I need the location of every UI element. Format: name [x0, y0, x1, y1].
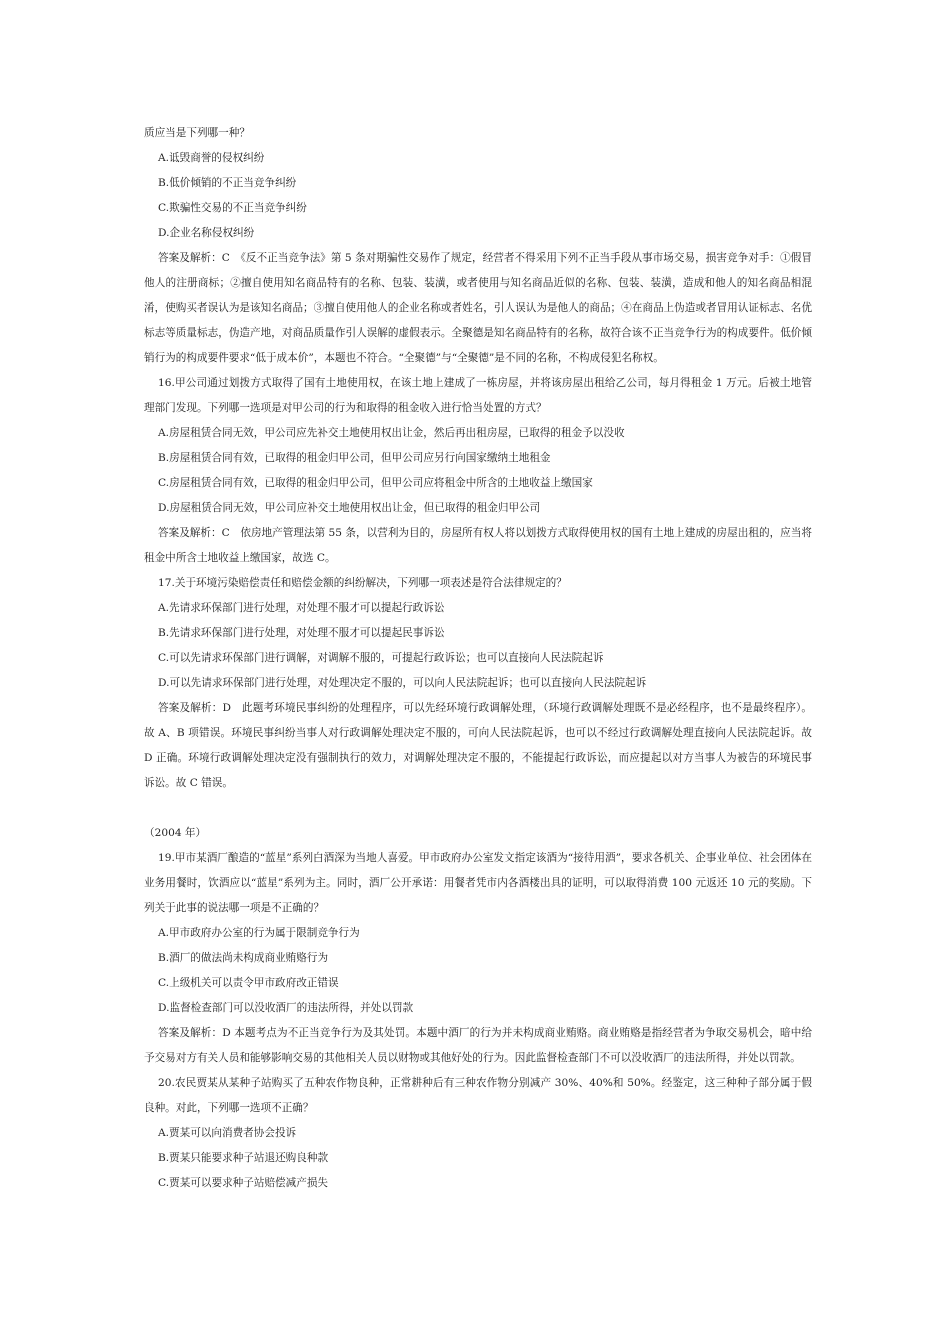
- answer-option: A.贾某可以向消费者协会投诉: [158, 1127, 297, 1139]
- answer-option: A.甲市政府办公室的行为属于限制竞争行为: [158, 927, 360, 939]
- text-line: 质应当是下列哪一种？: [144, 127, 250, 139]
- answer-option: A.房屋租赁合同无效，甲公司应先补交土地使用权出让金，然后再出租房屋，已取得的租金予以没收: [158, 427, 625, 439]
- answer-option: C.上级机关可以责令甲市政府改正错误: [158, 977, 339, 989]
- paragraph: 17.关于环境污染赔偿责任和赔偿金额的纠纷解决，下列哪一项表述是符合法律规定的？: [158, 577, 567, 589]
- answer-option: A.诋毁商誉的侵权纠纷: [158, 152, 265, 164]
- answer-option: B.酒厂的做法尚未构成商业贿赂行为: [158, 952, 329, 964]
- paragraph: 20.农民贾某从某种子站购买了五种农作物良种，正常耕种后有三种农作物分别减产 30%、40%和 50%。经鉴定，这三种种子部分属于假良种。对此，下列哪一选项不正确？: [144, 1077, 812, 1114]
- answer-option: D.可以先请求环保部门进行处理，对处理决定不服的，可以向人民法院起诉；也可以直接向人民法院起诉: [158, 677, 647, 689]
- answer-option: B.房屋租赁合同有效，已取得的租金归甲公司，但甲公司应另行向国家缴纳土地租金: [158, 452, 551, 464]
- answer-option: B.贾某只能要求种子站退还购良种款: [158, 1152, 329, 1164]
- text-line: （2004 年）: [144, 827, 207, 839]
- answer-option: C.房屋租赁合同有效，已取得的租金归甲公司，但甲公司应将租金中所含的土地收益上缴国家: [158, 477, 593, 489]
- answer-option: D.监督检查部门可以没收酒厂的违法所得，并处以罚款: [158, 1002, 414, 1014]
- paragraph: 19.甲市某酒厂酿造的“蓝星”系列白酒深为当地人喜爱。甲市政府办公室发文指定该酒为“接待用酒”，要求各机关、企事业单位、社会团体在业务用餐时，饮酒应以“蓝星”系列为主。同时，酒厂公开承诺：用餐者凭市内各酒楼出具的证明，可以取得消费 100 元返还 10 元的奖励。下列关于此事的说法哪一项是不正确的？: [144, 852, 812, 914]
- answer-option: C.贾某可以要求种子站赔偿减产损失: [158, 1177, 329, 1189]
- answer-option: B.低价倾销的不正当竞争纠纷: [158, 177, 297, 189]
- spacer: [144, 796, 812, 821]
- answer-option: C.可以先请求环保部门进行调解，对调解不服的，可提起行政诉讼；也可以直接向人民法院起诉: [158, 652, 604, 664]
- paragraph: 答案及解析：D 此题考环境民事纠纷的处理程序，可以先经环境行政调解处理，（环境行政调解处理既不是必经程序，也不是最终程序）。故 A、B 项错误。环境民事纠纷当事人对行政调解处理决定不服的，可向人民法院起诉，也可以不经过行政调解处理直接向人民法院起诉。故 D 正确。环境行政调解处理决定没有强制执行的效力，对调解处理决定不服的，不能提起行政诉讼，而应提起以对方当事人为被告的环境民事诉讼。故 C 错误。: [144, 702, 812, 789]
- answer-option: D.企业名称侵权纠纷: [158, 227, 255, 239]
- paragraph: 16.甲公司通过划拨方式取得了国有土地使用权，在该土地上建成了一栋房屋，并将该房屋出租给乙公司，每月得租金 1 万元。后被土地管理部门发现。下列哪一选项是对甲公司的行为和取得的租金收入进行恰当处置的方式？: [144, 377, 812, 414]
- document-body: [144, 121, 812, 1196]
- answer-option: C.欺骗性交易的不正当竞争纠纷: [158, 202, 307, 214]
- paragraph: 答案及解析：D 本题考点为不正当竞争行为及其处罚。本题中酒厂的行为并未构成商业贿赂。商业贿赂是指经营者为争取交易机会，暗中给予交易对方有关人员和能够影响交易的其他相关人员以财物或其他好处的行为。因此监督检查部门不可以没收酒厂的违法所得，并处以罚款。: [144, 1027, 812, 1064]
- answer-option: A.先请求环保部门进行处理，对处理不服才可以提起行政诉讼: [158, 602, 445, 614]
- answer-option: D.房屋租赁合同无效，甲公司应补交土地使用权出让金，但已取得的租金归甲公司: [158, 502, 541, 514]
- answer-option: B.先请求环保部门进行处理，对处理不服才可以提起民事诉讼: [158, 627, 445, 639]
- paragraph: 答案及解析：C 依房地产管理法第 55 条，以营利为目的，房屋所有权人将以划拨方式取得使用权的国有土地上建成的房屋出租的，应当将租金中所含土地收益上缴国家，故选 C。: [144, 527, 812, 564]
- paragraph: 答案及解析：C 《反不正当竞争法》第 5 条对期骗性交易作了规定，经营者不得采用下列不正当手段从事市场交易，损害竞争对手：①假冒他人的注册商标；②擅自使用知名商品特有的名称、包装、装潢，或者使用与知名商品近似的名称、包装、装潢，造成和他人的知名商品相混淆，使购买者误认为是该知名商品；③擅自使用他人的企业名称或者姓名，引人误认为是他人的商品；④在商品上伪造或者冒用认证标志、名优标志等质量标志，伪造产地，对商品质量作引人误解的虚假表示。全聚德是知名商品特有的名称，故符合该不正当竞争行为的构成要件。低价倾销行为的构成要件要求“低于成本价”，本题也不符合。“全聚德”与“全聚德”是不同的名称，不构成侵犯名称权。: [144, 252, 812, 364]
